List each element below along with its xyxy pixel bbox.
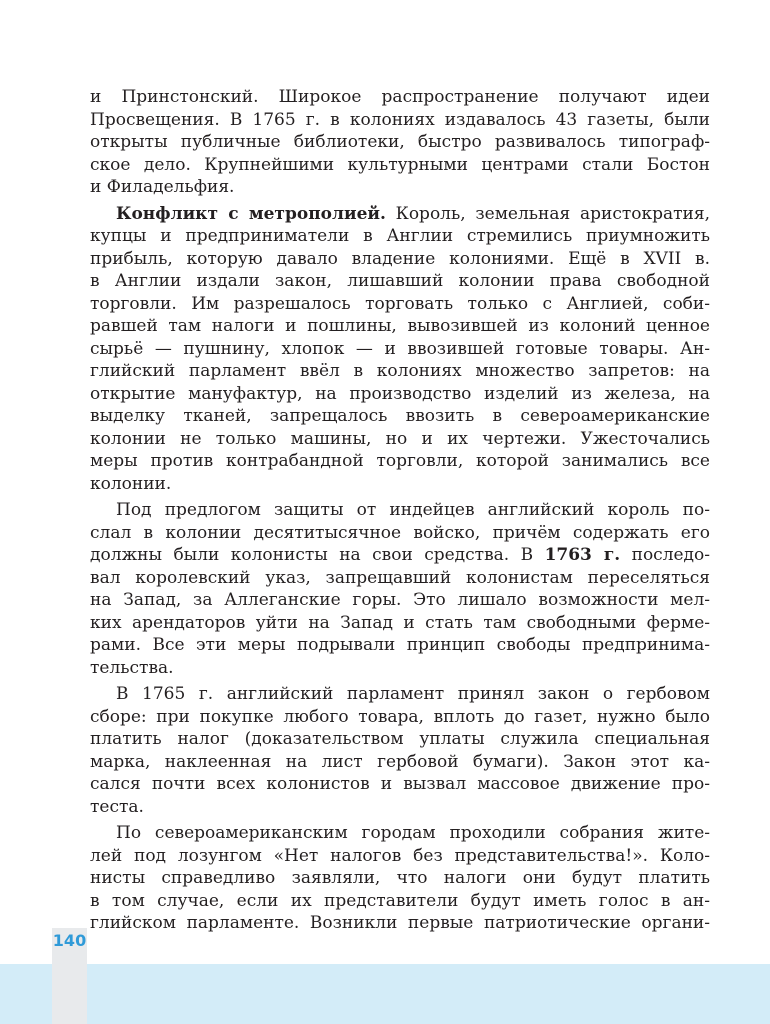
text-line: вал королевский указ, запрещавший колонистам переселяться <box>90 567 710 588</box>
text-line: Под предлогом защиты от индейцев английский король по- <box>116 500 710 520</box>
text-line: ское дело. Крупнейшими культурными центрами стали Бостон <box>90 154 710 175</box>
text-line: слал в колонии десятитысячное войско, причём содержать его <box>90 522 710 543</box>
paragraph-3 <box>90 499 710 679</box>
text-line: глийском парламенте. Возникли первые патриотические органи- <box>90 913 710 933</box>
text-line: открыты публичные библиотеки, быстро развивалось типограф- <box>90 132 710 152</box>
text-line: равшей там налоги и пошлины, вывозившей из колоний ценное <box>90 316 710 336</box>
text-line: купцы и предприниматели в Англии стремились приумножить <box>90 226 710 246</box>
text-line: открытие мануфактур, на производство изделий из железа, на <box>90 383 710 404</box>
text-line: платить налог (доказательством уплаты служила специальная <box>90 729 710 749</box>
text-line: выделку тканей, запрещалось ввозить в североамериканские <box>90 406 710 426</box>
text-line: и Филадельфия. <box>90 177 235 197</box>
text-line: и Принстонский. Широкое распространение получают идеи <box>90 87 710 107</box>
text-line: прибыль, которую давало владение колониями. Ещё в XVII в. <box>90 248 710 269</box>
text-line: В 1765 г. английский парламент принял закон о гербовом <box>116 684 710 704</box>
section-heading: Конфликт с метрополией. <box>116 203 386 224</box>
text-line: сборе: при покупке любого товара, вплоть до газет, нужно было <box>90 706 710 727</box>
text-line: марка, наклеенная на лист гербовой бумаги). Закон этот ка- <box>90 751 710 772</box>
page-body <box>90 86 710 935</box>
text-line: торговли. Им разрешалось торговать только с Англией, соби- <box>90 293 710 314</box>
page-number: 140 <box>52 931 87 950</box>
bold-year: 1763 г. <box>544 545 621 565</box>
text-run: последо- <box>620 545 711 565</box>
text-line: рами. Все эти меры подрывали принцип свободы предпринима- <box>90 635 710 655</box>
paragraph-4 <box>90 683 710 818</box>
text-line: теста. <box>90 796 144 817</box>
text-line: в том случае, если их представители будут иметь голос в ан- <box>90 890 710 911</box>
text-line: Просвещения. В 1765 г. в колониях издавалось 43 газеты, были <box>90 109 710 130</box>
text-run: должны были колонисты на свои средства. В <box>90 545 545 565</box>
text-line: ких арендаторов уйти на Запад и стать там свободными ферме- <box>90 612 710 633</box>
paragraph-2 <box>90 203 710 496</box>
text-line: колонии не только машины, но и их чертежи. Ужесточались <box>90 428 710 449</box>
text-line: на Запад, за Аллеганские горы. Это лишало возможности мел- <box>90 590 710 610</box>
text-run: Король, земельная аристократия, <box>385 203 710 224</box>
text-line: По североамериканским городам проходили собрания жите- <box>116 823 710 843</box>
text-line: колонии. <box>90 473 172 494</box>
text-line: сался почти всех колонистов и вызвал массовое движение про- <box>90 774 710 794</box>
paragraph-5 <box>90 822 710 935</box>
text-line: нисты справедливо заявляли, что налоги они будут платить <box>90 868 710 888</box>
text-line: в Англии издали закон, лишавший колонии права свободной <box>90 271 710 291</box>
footer-band <box>0 964 770 1024</box>
text-line: лей под лозунгом «Нет налогов без представительства!». Коло- <box>90 845 710 866</box>
text-line: глийский парламент ввёл в колониях множество запретов: на <box>90 361 710 381</box>
text-line: тельства. <box>90 657 174 678</box>
paragraph-1 <box>90 86 710 199</box>
text-line <box>90 544 710 567</box>
text-line: сырьё — пушнину, хлопок — и ввозившей готовые товары. Ан- <box>90 338 710 359</box>
text-line: меры против контрабандной торговли, которой занимались все <box>90 451 710 471</box>
text-line <box>90 203 710 226</box>
